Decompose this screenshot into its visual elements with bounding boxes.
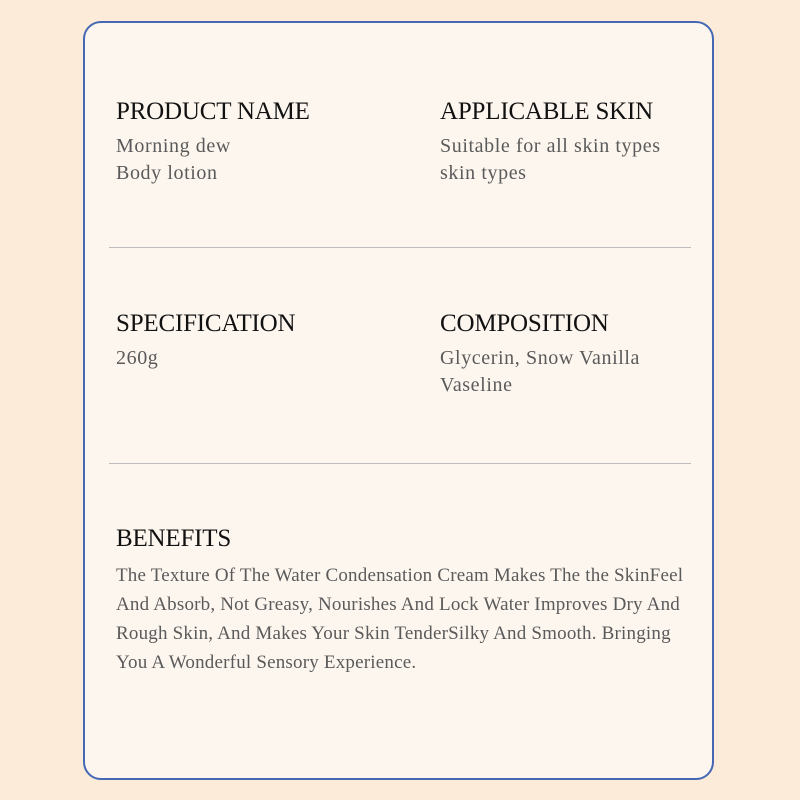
product-name-value	[116, 133, 416, 187]
specification-block	[116, 309, 416, 372]
specification-heading: SPECIFICATION	[116, 310, 296, 337]
product-info-card	[83, 21, 714, 780]
product-name-heading: PRODUCT NAME	[116, 98, 310, 125]
divider	[109, 247, 691, 248]
benefits-block	[116, 524, 696, 677]
product-name-line: Body lotion	[116, 162, 218, 184]
benefits-text: The Texture Of The Water Condensation Cream Makes The the SkinFeel And Absorb, Not Greasy, Nourishes And Lock Water Improves Dry And Rough Skin, And Makes Your Skin TenderSilky And Smooth. Bringing You A Wonderful Sensory Experience.	[116, 565, 684, 673]
specification-line: 260g	[116, 347, 159, 369]
applicable-skin-line: skin types	[440, 162, 527, 184]
composition-value	[440, 345, 700, 399]
specification-value	[116, 345, 416, 372]
divider	[109, 463, 691, 464]
applicable-skin-block	[440, 97, 700, 187]
benefits-heading: BENEFITS	[116, 525, 232, 552]
applicable-skin-value	[440, 133, 700, 187]
product-name-line: Morning dew	[116, 135, 231, 157]
composition-line: Vaseline	[440, 374, 513, 396]
composition-block	[440, 309, 700, 399]
applicable-skin-line: Suitable for all skin types	[440, 135, 661, 157]
composition-heading: COMPOSITION	[440, 310, 609, 337]
composition-line: Glycerin, Snow Vanilla	[440, 347, 641, 369]
product-name-block	[116, 97, 416, 187]
applicable-skin-heading: APPLICABLE SKIN	[440, 98, 653, 125]
